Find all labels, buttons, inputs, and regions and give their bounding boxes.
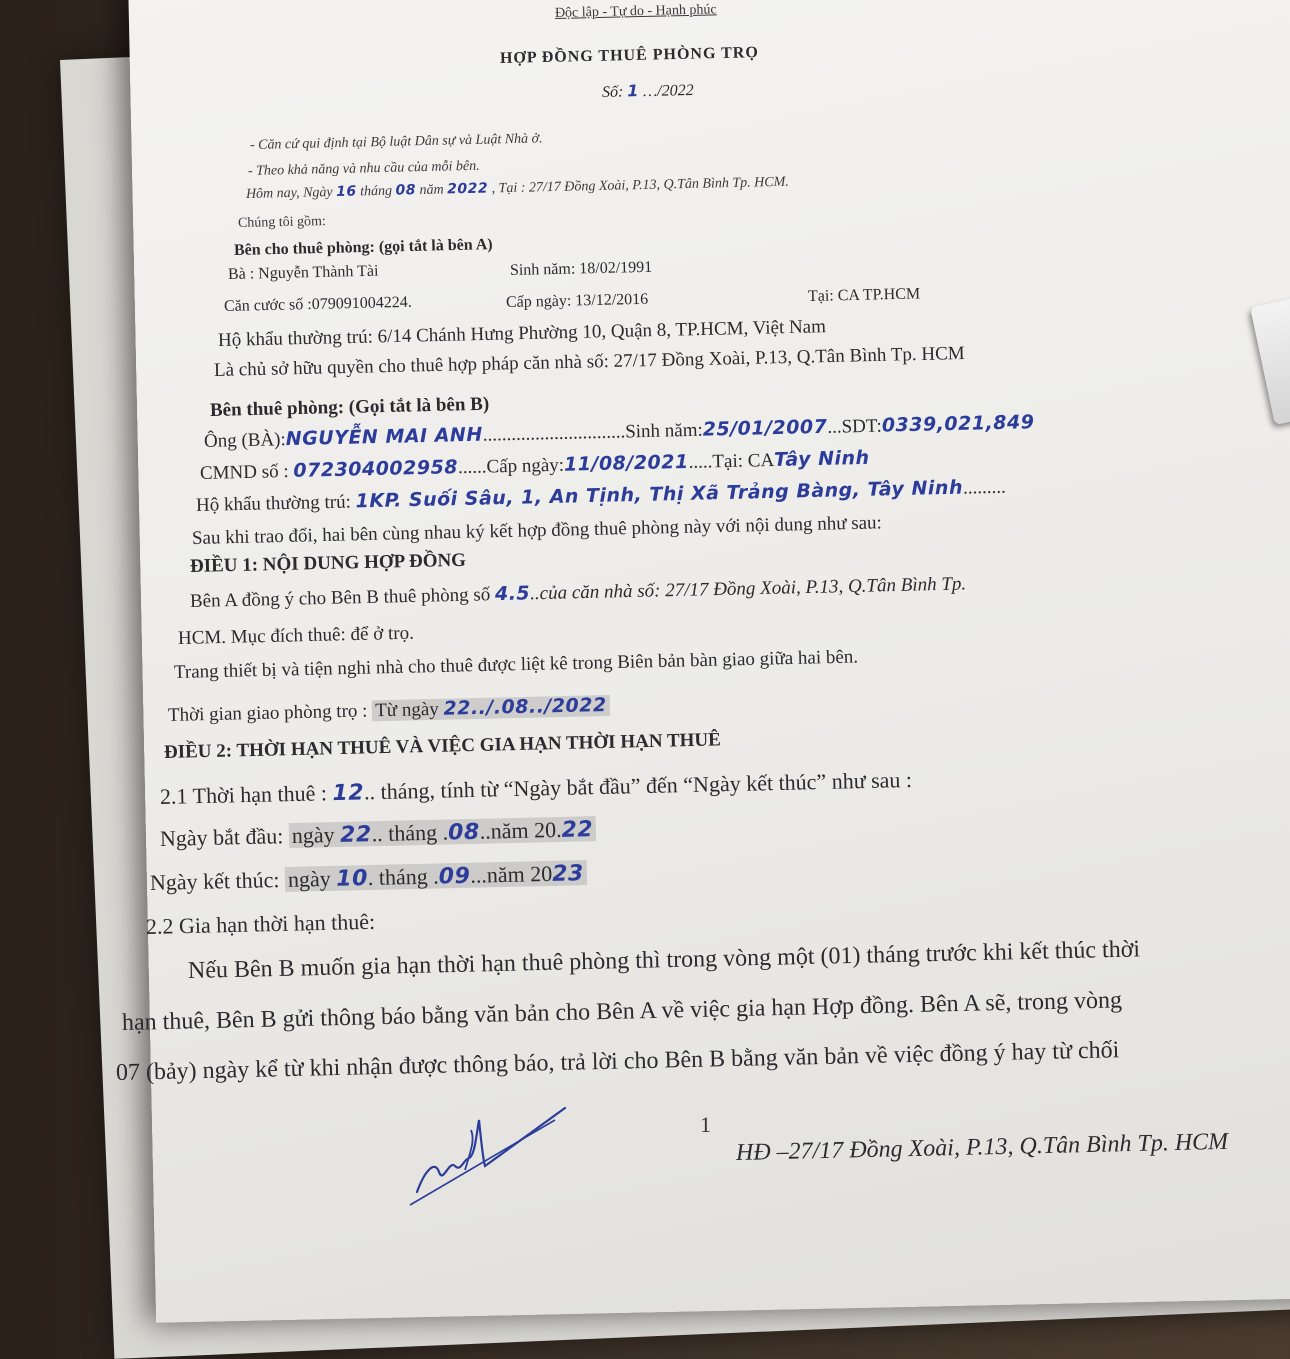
start-year-hw: 22 — [561, 817, 594, 843]
we-are: Chúng tôi gồm: — [237, 214, 327, 231]
place-label: Tại: CA — [712, 449, 775, 473]
party-b-id-line: CMND số : 072304002958......Cấp ngày:11/08/2021.....Tại: CATây Ninh — [199, 446, 870, 484]
purpose-line: HCM. Mục đích thuê: để ở trọ. — [177, 622, 415, 649]
contract-number — [602, 80, 694, 102]
name-hw: NGUYỄN MAI ANH — [285, 423, 483, 451]
phone-hw: 0339,021,849 — [881, 411, 1035, 437]
start-month-label: .. tháng . — [371, 819, 449, 847]
id-hw: 072304002958 — [293, 456, 459, 482]
party-a-place: Tại: CA TP.HCM — [807, 285, 921, 305]
term-text: .. tháng, tính từ “Ngày bắt đầu” đến “Ngày kết thúc” như sau : — [363, 766, 913, 805]
today-year-hw: 2022 — [446, 180, 489, 198]
party-a-heading: Bên cho thuê phòng: (gọi tắt là bên A) — [233, 236, 493, 259]
room-address: ..của căn nhà số: 27/17 Đồng Xoài, P.13, Q.Tân Bình Tp. — [529, 573, 967, 605]
start-year-label: ..năm 20. — [479, 816, 562, 844]
today-label: Hôm nay, Ngày — [245, 185, 333, 202]
article-2-heading: ĐIỀU 2: THỜI HẠN THUÊ VÀ VIỆC GIA HẠN THỜI HẠN THUÊ — [163, 729, 722, 763]
basis-2: - Theo khả năng và nhu cầu của mỗi bên. — [247, 158, 480, 179]
number-label: Số: — [601, 83, 624, 101]
handover-label: Thời gian giao phòng trọ : — [167, 700, 368, 726]
month-label: tháng — [360, 183, 393, 200]
phone-label: SDT: — [841, 415, 883, 438]
basis-1: - Căn cứ qui định tại Bộ luật Dân sự và Luật Nhà ở. — [249, 131, 543, 153]
issued-hw: 11/08/2021 — [563, 450, 689, 476]
renew-paragraph-3: 07 (bảy) ngày kể từ khi nhận được thông báo, trả lời cho Bên B bằng văn bản về việc đồng ý hay từ chối — [115, 1037, 1120, 1086]
party-b-name-line: Ông (BÀ):NGUYỄN MAI ANH..............................Sinh năm:25/01/2007...SDT:0339,021,849 — [203, 411, 1035, 452]
article-1-heading: ĐIỀU 1: NỘI DUNG HỢP ĐỒNG — [189, 549, 467, 577]
contract-title: HỢP ĐỒNG THUÊ PHÒNG TRỌ — [499, 44, 760, 67]
agreement-text: Sau khi trao đổi, hai bên cùng nhau ký kết hợp đồng thuê phòng này với nội dung như sau: — [191, 512, 883, 549]
renew-paragraph-2: hạn thuê, Bên B gửi thông báo bằng văn bản cho Bên A về việc gia hạn Hợp đồng. Bên A sẽ, trong vòng — [121, 987, 1123, 1036]
end-month-hw: 09 — [438, 863, 471, 890]
place-text: , Tại : 27/17 Đồng Xoài, P.13, Q.Tân Bình Tp. HCM. — [491, 174, 789, 197]
party-a-id: Căn cước số :079091004224. — [223, 293, 412, 315]
party-a-birth: Sinh năm: 18/02/1991 — [509, 258, 653, 279]
end-day-hw: 10 — [335, 866, 369, 892]
number-handwritten: 1 — [627, 81, 640, 101]
signature-icon — [405, 1100, 585, 1210]
equipment-line: Trang thiết bị và tiện nghi nhà cho thuê được liệt kê trong Biên bản bàn giao giữa hai bên. — [173, 646, 859, 683]
term-months-hw: 12 — [332, 780, 365, 807]
room-number-hw: 4.5 — [494, 582, 531, 606]
end-month-label: . tháng . — [367, 863, 440, 891]
end-year-hw: 23 — [551, 861, 585, 887]
room-text: Bên A đồng ý cho Bên B thuê phòng số — [189, 584, 491, 612]
room-line — [190, 572, 967, 613]
start-day-label: ngày — [291, 822, 335, 849]
page-number: 1 — [700, 1112, 711, 1137]
party-a-residence: Hộ khẩu thường trú: 6/14 Chánh Hưng Phường 10, Quận 8, TP.HCM, Việt Nam — [217, 316, 827, 351]
start-date-line — [160, 816, 597, 852]
id-label: CMND số : — [199, 460, 289, 484]
handover-line — [168, 694, 610, 727]
party-b-heading: Bên thuê phòng: (Gọi tắt là bên B) — [209, 393, 490, 421]
term-line — [160, 767, 913, 810]
issued-label: Cấp ngày: — [486, 454, 565, 478]
year-label: năm — [419, 182, 444, 199]
number-year: …/2022 — [642, 81, 694, 101]
residence-hw: 1KP. Suối Sâu, 1, An Tịnh, Thị Xã Trảng Bàng, Tây Ninh — [355, 476, 964, 513]
birth-hw: 25/01/2007 — [702, 415, 828, 441]
today-month-hw: 08 — [395, 182, 417, 199]
footer-reference: HĐ –27/17 Đồng Xoài, P.13, Q.Tân Bình Tp. HCM — [735, 1128, 1229, 1166]
start-label: Ngày bắt đầu: — [159, 823, 284, 851]
name-label: Ông (BÀ): — [203, 429, 287, 452]
handover-date-hw: 22../.08../2022 — [443, 694, 607, 720]
end-day-label: ngày — [287, 865, 332, 892]
renew-heading: 2.2 Gia hạn thời hạn thuê: — [145, 908, 376, 939]
party-a-issued: Cấp ngày: 13/12/2016 — [505, 290, 649, 311]
start-month-hw: 08 — [447, 819, 481, 846]
place-hw: Tây Ninh — [773, 446, 870, 471]
end-date-line — [150, 860, 587, 896]
end-label: Ngày kết thúc: — [149, 867, 280, 895]
end-year-label: ...năm 20 — [470, 860, 553, 888]
party-a-owner: Là chủ sở hữu quyền cho thuê hợp pháp căn nhà số: 27/17 Đồng Xoài, P.13, Q.Tân Bình Tp. HCM — [213, 342, 965, 381]
renew-paragraph-1: Nếu Bên B muốn gia hạn thời hạn thuê phòng thì trong vòng một (01) tháng trước khi kết thúc thời — [187, 936, 1141, 984]
birth-label: Sinh năm: — [624, 419, 704, 443]
term-label: 2.1 Thời hạn thuê : — [159, 780, 328, 809]
party-b-residence-line: Hộ khẩu thường trú: 1KP. Suối Sâu, 1, An Tịnh, Thị Xã Trảng Bàng, Tây Ninh......... — [195, 476, 1006, 516]
start-day-hw: 22 — [339, 822, 373, 848]
motto: Độc lập - Tự do - Hạnh phúc — [554, 2, 717, 21]
today-day-hw: 16 — [336, 183, 357, 200]
party-a-name: Bà : Nguyễn Thành Tài — [227, 262, 379, 283]
residence-label: Hộ khẩu thường trú: — [195, 491, 352, 516]
handover-from: Từ ngày — [374, 698, 440, 722]
